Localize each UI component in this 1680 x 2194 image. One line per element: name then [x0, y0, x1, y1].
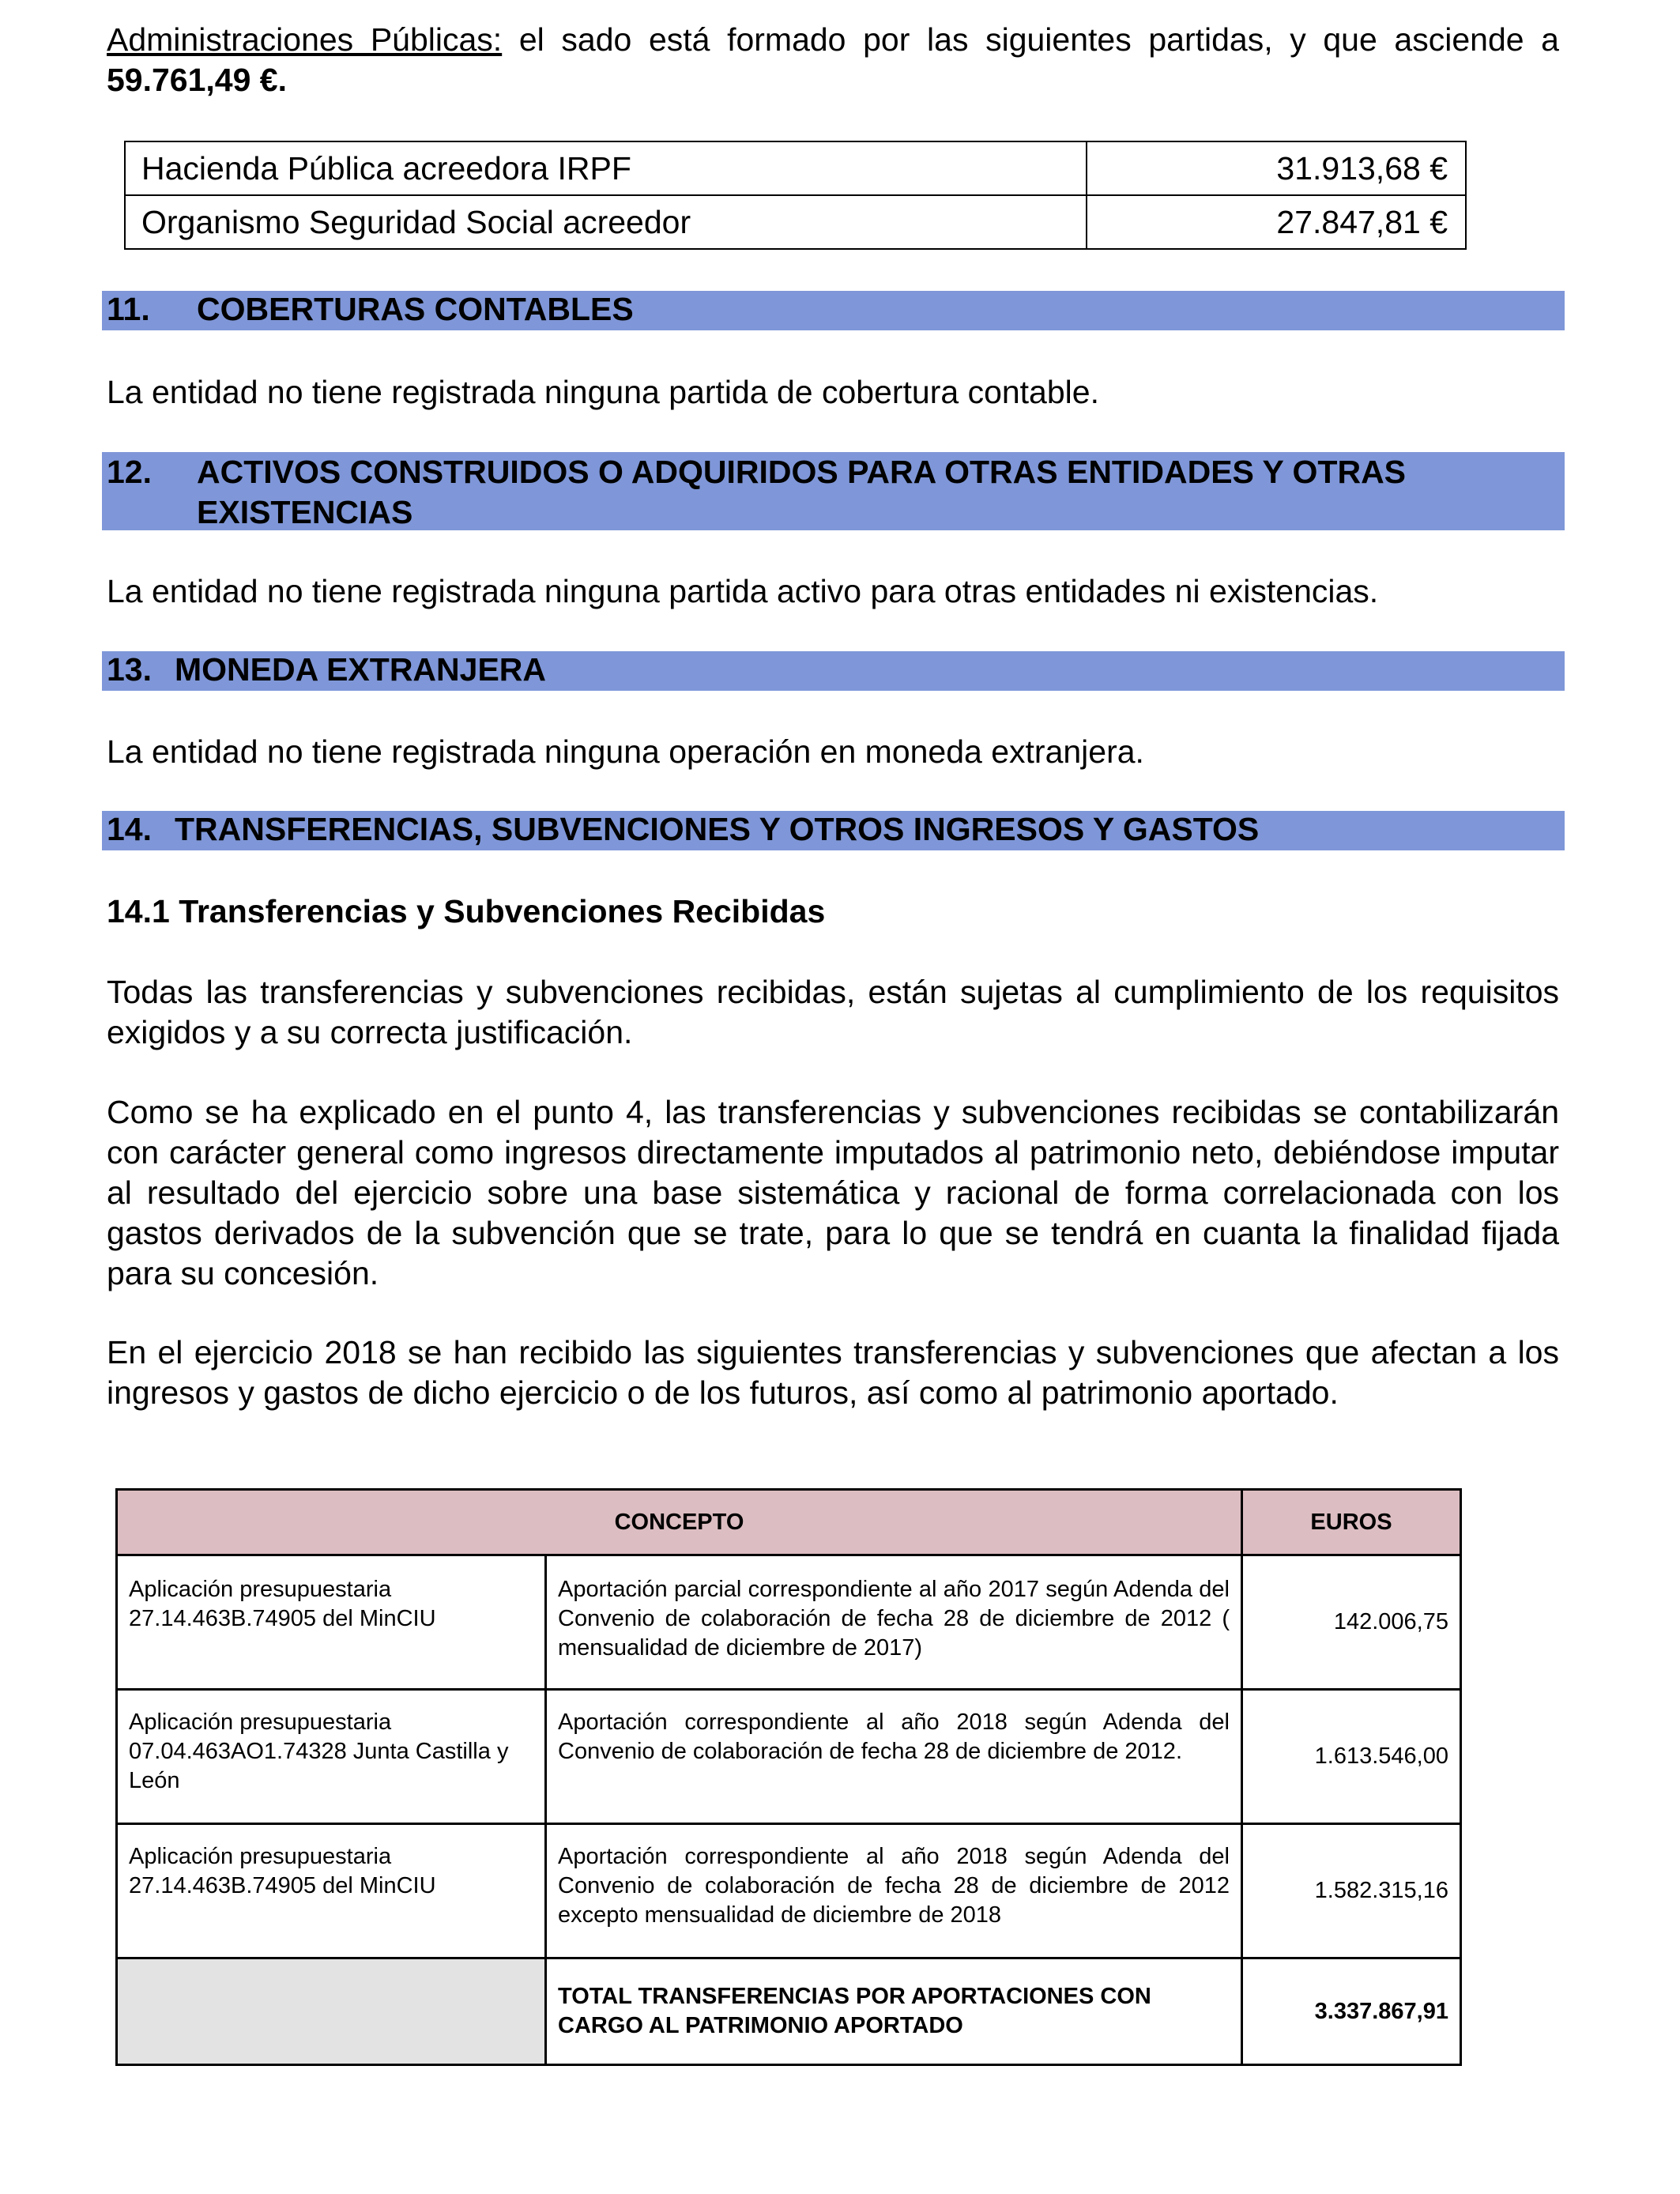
transfers-table — [115, 1488, 1462, 2066]
table-row — [117, 1824, 1461, 1958]
concept-cell: Aportación parcial correspondiente al año 2017 según Adenda del Convenio de colaboración de fecha 28 de diciembre de 2012 ( mensualidad de diciembre de 2017) — [546, 1555, 1242, 1690]
table-row — [125, 141, 1466, 195]
section-11-text: La entidad no tiene registrada ninguna partida de cobertura contable. — [107, 374, 1099, 410]
admin-amount: 27.847,81 € — [1087, 195, 1466, 249]
application-cell: Aplicación presupuestaria 27.14.463B.74905 del MinCIU — [117, 1555, 546, 1690]
table-row — [117, 1690, 1461, 1824]
euros-cell: 1.613.546,00 — [1242, 1690, 1461, 1824]
euros-cell: 142.006,75 — [1242, 1555, 1461, 1690]
section-13-header — [102, 651, 1565, 691]
section-title: COBERTURAS CONTABLES — [197, 291, 634, 327]
column-header-euros: EUROS — [1242, 1490, 1461, 1555]
admin-balance-table — [124, 141, 1467, 250]
intro-text: el sado está formado por las siguientes partidas, y que asciende a — [502, 21, 1559, 58]
section-13-text: La entidad no tiene registrada ninguna operación en moneda extranjera. — [107, 733, 1144, 770]
section-title: TRANSFERENCIAS, SUBVENCIONES Y OTROS INGRESOS Y GASTOS — [175, 811, 1260, 847]
admin-label: Organismo Seguridad Social acreedor — [125, 195, 1087, 249]
paragraph: En el ejercicio 2018 se han recibido las siguientes transferencias y subvenciones que afectan a los ingresos y gastos de dicho ejercicio o de los futuros, así como al patrimonio aportado. — [107, 1334, 1559, 1411]
intro-amount: 59.761,49 €. — [107, 62, 287, 98]
euros-cell: 1.582.315,16 — [1242, 1824, 1461, 1958]
total-value: 3.337.867,91 — [1242, 1958, 1461, 2065]
section-number: 14. — [107, 811, 152, 847]
table-total-row — [117, 1958, 1461, 2065]
total-label: TOTAL TRANSFERENCIAS POR APORTACIONES CON CARGO AL PATRIMONIO APORTADO — [546, 1958, 1242, 2065]
intro-line — [107, 20, 1559, 60]
admin-amount: 31.913,68 € — [1087, 141, 1466, 195]
section-14-header — [102, 811, 1565, 850]
section-12-text: La entidad no tiene registrada ninguna partida activo para otras entidades ni existencias. — [107, 573, 1379, 609]
application-cell: Aplicación presupuestaria 27.14.463B.74905 del MinCIU — [117, 1824, 546, 1958]
empty-cell — [117, 1958, 546, 2065]
subsection-heading: 14.1 Transferencias y Subvenciones Recibidas — [107, 893, 826, 929]
concept-cell: Aportación correspondiente al año 2018 según Adenda del Convenio de colaboración de fecha 28 de diciembre de 2012 excepto mensualidad de diciembre de 2018 — [546, 1824, 1242, 1958]
intro-heading: Administraciones Públicas: — [107, 21, 503, 58]
section-title: ACTIVOS CONSTRUIDOS O ADQUIRIDOS PARA OTRAS ENTIDADES Y OTRAS EXISTENCIAS — [197, 454, 1407, 530]
section-number: 11. — [107, 291, 150, 327]
table-header-row — [117, 1490, 1461, 1555]
column-header-concept: CONCEPTO — [117, 1490, 1242, 1555]
concept-cell: Aportación correspondiente al año 2018 según Adenda del Convenio de colaboración de fecha 28 de diciembre de 2012. — [546, 1690, 1242, 1824]
section-title: MONEDA EXTRANJERA — [175, 651, 547, 688]
table-row — [125, 195, 1466, 249]
section-11-header — [102, 291, 1565, 330]
paragraph: Como se ha explicado en el punto 4, las transferencias y subvenciones recibidas se contabilizarán con carácter general como ingresos directamente imputados al patrimonio neto, debiéndose imputar al resultado del ejercicio sobre una base sistemática y racional de forma correlacionada con los gastos derivados de la subvención que se trate, para lo que se tendrá en cuanta la finalidad fijada para su concesión. — [107, 1094, 1559, 1291]
paragraph: Todas las transferencias y subvenciones recibidas, están sujetas al cumplimiento de los requisitos exigidos y a su correcta justificación. — [107, 974, 1559, 1050]
admin-label: Hacienda Pública acreedora IRPF — [125, 141, 1087, 195]
application-cell: Aplicación presupuestaria 07.04.463AO1.74328 Junta Castilla y León — [117, 1690, 546, 1824]
section-number: 13. — [107, 651, 152, 688]
table-row — [117, 1555, 1461, 1690]
section-12-header — [102, 452, 1565, 530]
section-number: 12. — [107, 454, 152, 490]
